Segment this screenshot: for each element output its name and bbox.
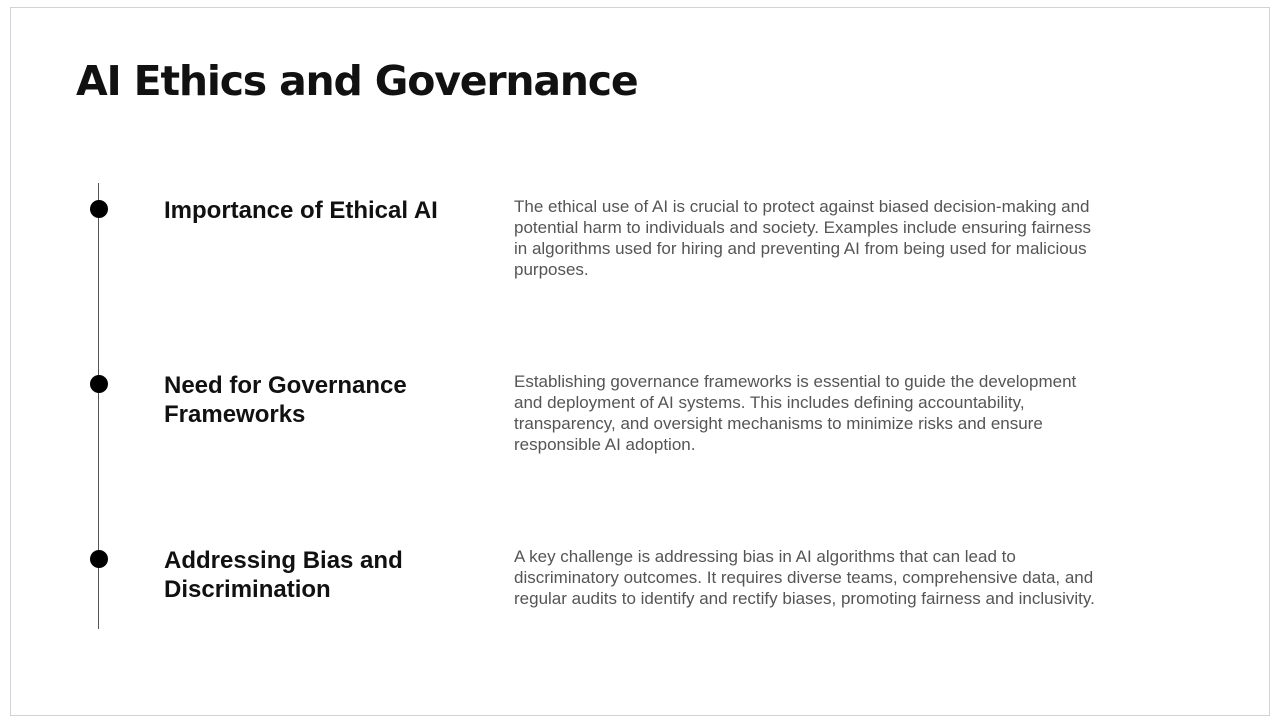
slide-title: AI Ethics and Governance — [76, 57, 638, 105]
timeline-item-heading: Need for Governance Frameworks — [164, 372, 407, 428]
timeline-item-description: Establishing governance frameworks is essential to guide the development and deployment of AI systems. This includes defining accountability, transparency, and oversight mechanisms to minimize risks and ensure responsible AI adoption. — [514, 372, 1077, 454]
timeline-item-heading: Importance of Ethical AI — [164, 197, 438, 224]
timeline-item-description: A key challenge is addressing bias in AI algorithms that can lead to discriminatory outcomes. It requires diverse teams, comprehensive data, and regular audits to identify and rectify biases, promoting fairness and inclusivity. — [514, 547, 1095, 608]
timeline-item-description: The ethical use of AI is crucial to protect against biased decision-making and potential harm to individuals and society. Examples include ensuring fairness in algorithms used for hiring and preventing AI from being used for malicious purposes. — [514, 197, 1092, 279]
timeline-dot — [90, 550, 108, 568]
slide — [10, 7, 1270, 716]
timeline-dot — [90, 200, 108, 218]
timeline-item-heading: Addressing Bias and Discrimination — [164, 547, 403, 603]
timeline-dot — [90, 375, 108, 393]
